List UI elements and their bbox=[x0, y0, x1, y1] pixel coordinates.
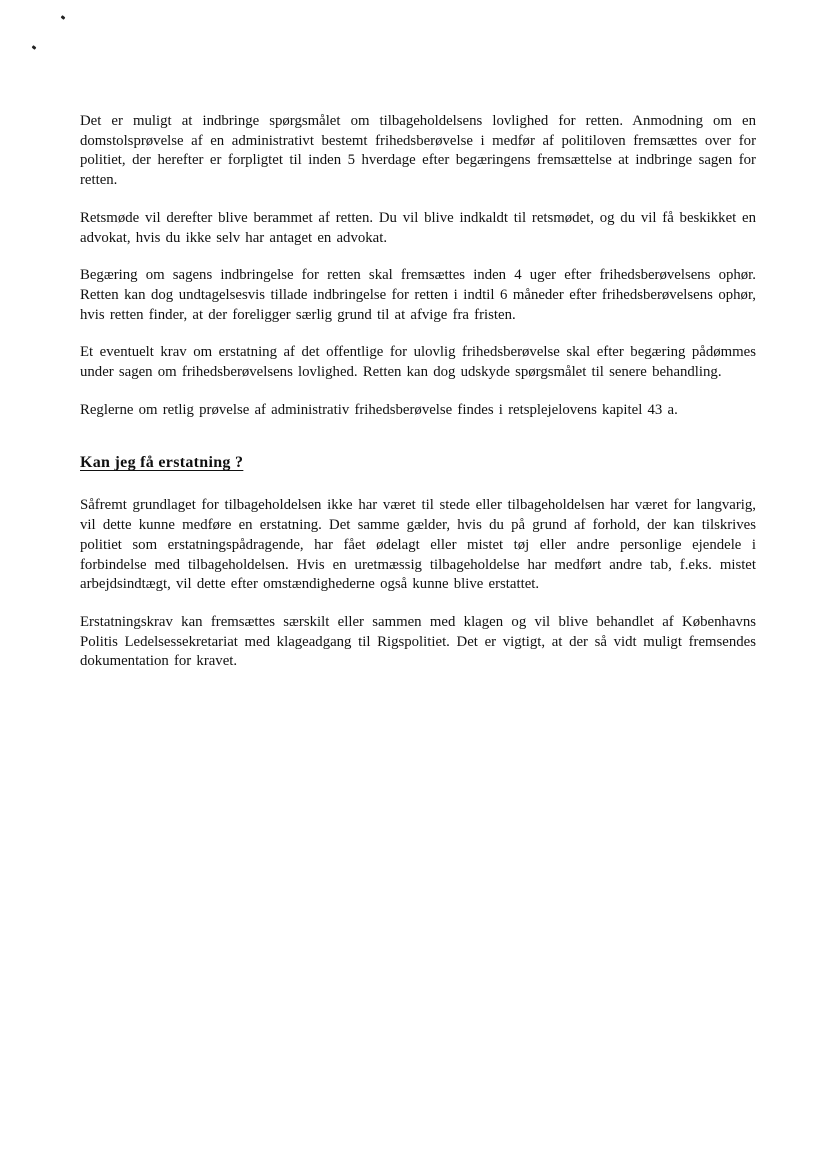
paragraph-deadline: Begæring om sagens indbringelse for retten skal fremsættes inden 4 uger efter frihedsberøvelsens ophør. Retten kan dog undtagelsesvis tillade indbringelse for retten i indtil 6 måneder efter frihedsberøvelsens ophør, hvis retten finder, at der foreligger særlig grund til at afvige fra fristen. bbox=[80, 267, 756, 323]
scan-artifact-speck bbox=[61, 15, 66, 20]
document-body bbox=[80, 112, 756, 672]
paragraph-compensation-grounds: Såfremt grundlaget for tilbageholdelsen ikke har været til stede eller tilbageholdelsen har været for langvarig, vil dette kunne medføre en erstatning. Det samme gælder, hvis du på grund af forhold, der kan tilskrives politiet som erstatningspådragende, har fået ødelagt eller mistet tøj eller andre personlige ejendele i forbindelse med tilbageholdelsen. Hvis en uretmæssig tilbageholdelse har medført andre tab, f.eks. mistet arbejdsindtægt, vil dette efter omstændighederne også kunne blive erstattet. bbox=[80, 497, 756, 593]
paragraph-court-hearing: Retsmøde vil derefter blive berammet af retten. Du vil blive indkaldt til retsmødet, og du vil få beskikket en advokat, hvis du ikke selv har antaget en advokat. bbox=[80, 209, 756, 246]
paragraph-court-review: Det er muligt at indbringe spørgsmålet om tilbageholdelsens lovlighed for retten. Anmodning om en domstolsprøvelse af en administrativt bestemt frihedsberøvelse i medfør af politiloven fremsættes over for politiet, der herefter er forpligtet til inden 5 hverdage efter begæringens fremsættelse at indbringe sagen for retten. bbox=[80, 113, 756, 189]
paragraph-legal-reference: Reglerne om retlig prøvelse af administrativ frihedsberøvelse findes i retsplejelovens kapitel 43 a. bbox=[80, 401, 678, 418]
section-heading-compensation: Kan jeg få erstatning ? bbox=[80, 454, 244, 472]
paragraph-compensation-claim: Et eventuelt krav om erstatning af det offentlige for ulovlig frihedsberøvelse skal efter begæring pådømmes under sagen om frihedsberøvelsens lovlighed. Retten kan dog udskyde spørgsmålet til senere behandling. bbox=[80, 344, 756, 381]
scan-artifact-speck bbox=[32, 45, 37, 50]
paragraph-claim-procedure: Erstatningskrav kan fremsættes særskilt eller sammen med klagen og vil blive behandlet af Københavns Politis Ledelsessekretariat med klageadgang til Rigspolitiet. Det er vigtigt, at der så vidt muligt fremsendes dokumentation for kravet. bbox=[80, 613, 756, 670]
